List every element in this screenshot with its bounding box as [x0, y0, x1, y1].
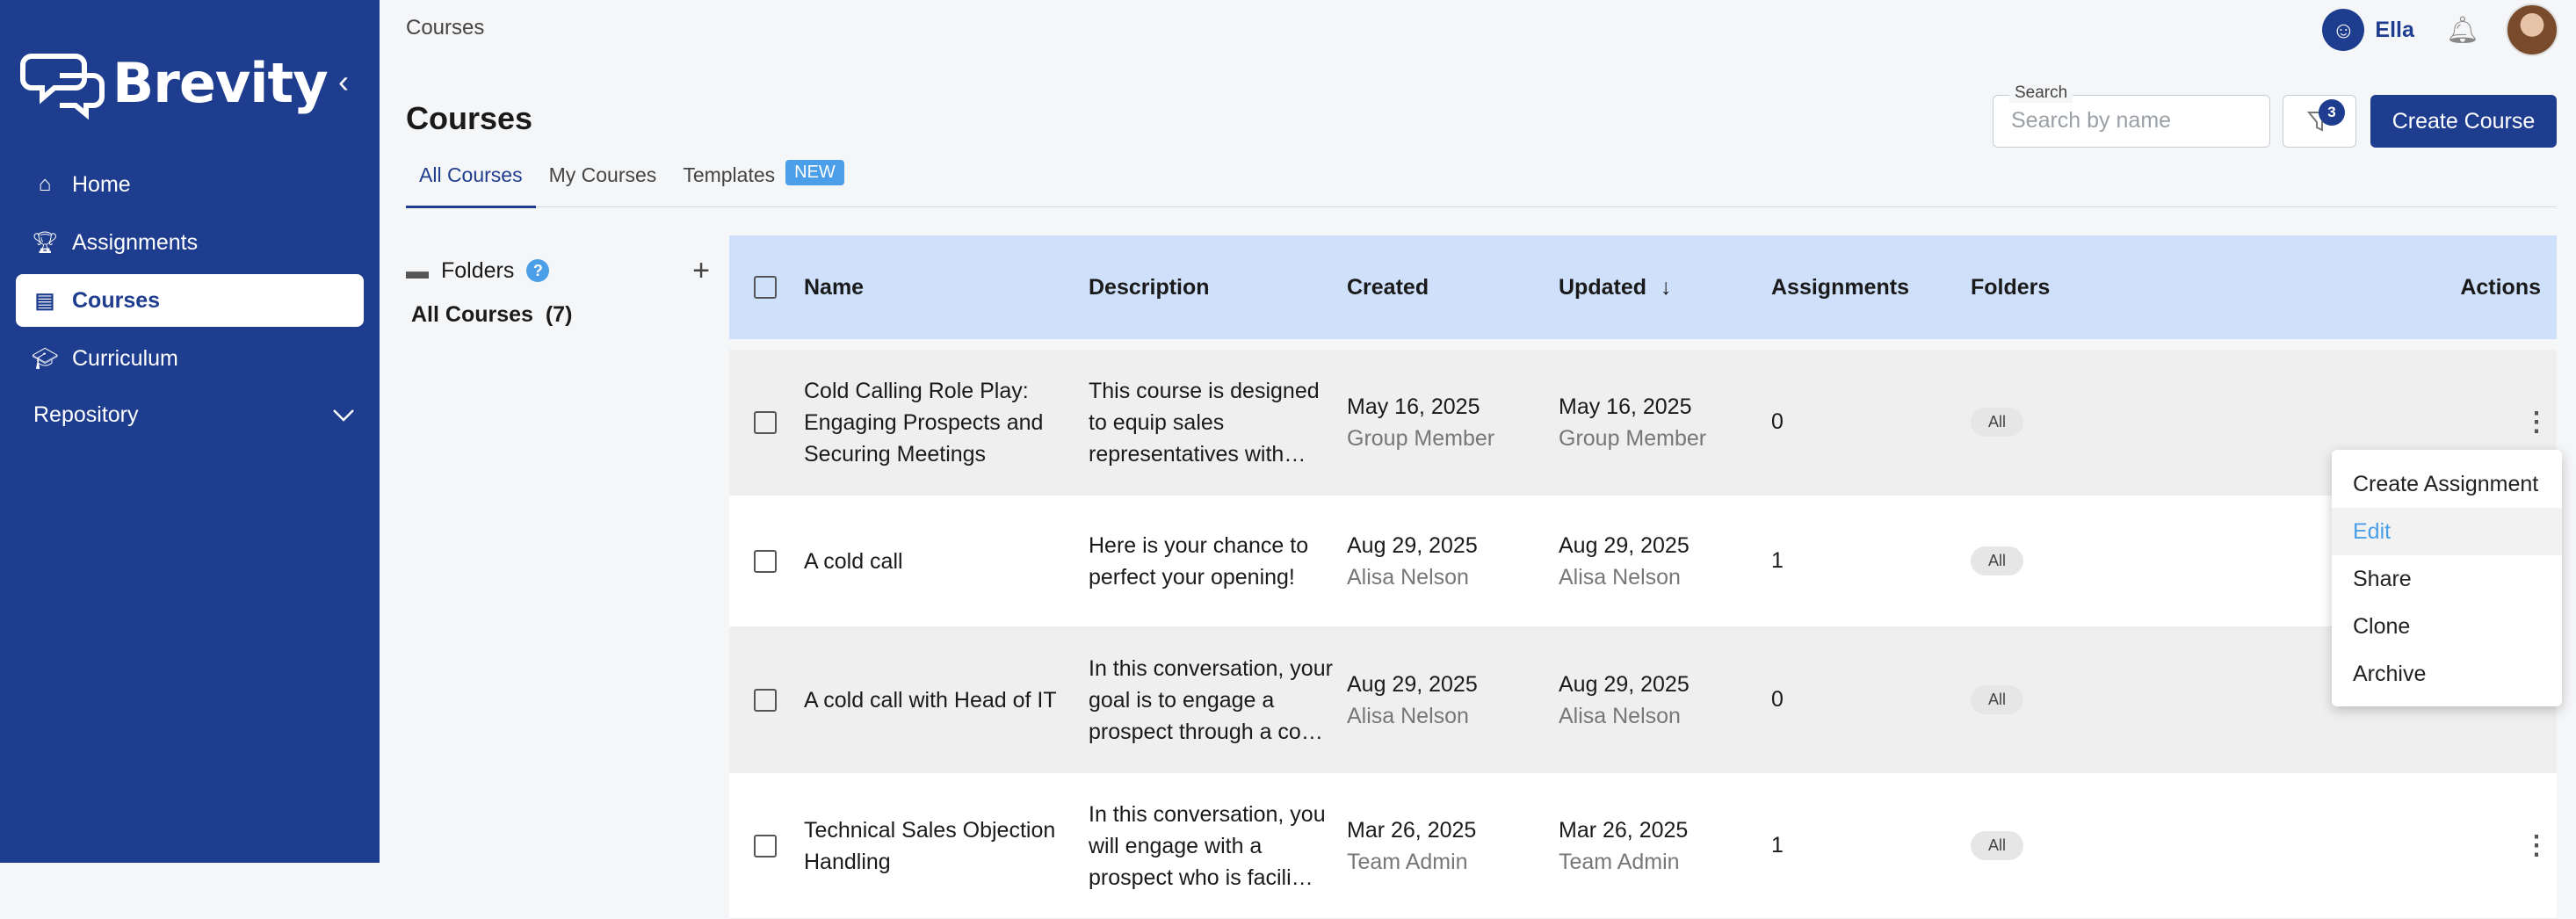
created-by: Team Admin: [1347, 849, 1468, 874]
course-description: Here is your chance to perfect your opening!: [1089, 532, 1309, 590]
filter-button[interactable]: [2283, 95, 2356, 148]
column-header-updated[interactable]: [1559, 271, 1672, 303]
select-all-checkbox[interactable]: [754, 276, 777, 299]
sidebar-item-label: Curriculum: [72, 345, 178, 371]
updated-date: Aug 29, 2025: [1559, 532, 1690, 558]
table-header: [729, 235, 2557, 339]
course-description: This course is designed to equip sales representatives with…: [1089, 378, 1320, 467]
sidebar-item-assignments[interactable]: [16, 216, 364, 269]
create-course-button[interactable]: Create Course: [2370, 95, 2557, 148]
folder-chip[interactable]: All: [1971, 831, 2023, 860]
user-badge-icon[interactable]: ☺: [2322, 9, 2364, 51]
more-actions-icon[interactable]: ⋮: [2523, 831, 2550, 860]
tab-label: My Courses: [548, 163, 657, 186]
row-checkbox[interactable]: [754, 411, 777, 434]
created-date: Mar 26, 2025: [1347, 817, 1477, 843]
sort-down-icon: ↓: [1661, 275, 1672, 300]
sidebar-item-label: Assignments: [72, 229, 199, 255]
folder-all-courses[interactable]: [411, 302, 710, 328]
menu-item-share[interactable]: Share: [2353, 566, 2412, 591]
menu-item-clone[interactable]: Clone: [2353, 613, 2411, 639]
updated-date: May 16, 2025: [1559, 394, 1692, 419]
new-badge: NEW: [785, 160, 844, 185]
course-description: In this conversation, your goal is to engage a prospect through a co…: [1089, 655, 1333, 744]
course-name[interactable]: A cold call: [804, 548, 903, 574]
sidebar-item-repository[interactable]: [33, 402, 355, 428]
search-input[interactable]: [2011, 108, 2257, 134]
assignments-count: 1: [1771, 833, 1784, 857]
sidebar-nav: [16, 158, 364, 390]
column-header-actions: Actions: [2460, 274, 2541, 300]
search-label: Search: [2009, 83, 2073, 103]
row-checkbox[interactable]: [754, 550, 777, 573]
updated-date: Mar 26, 2025: [1559, 817, 1689, 843]
breadcrumb: Courses: [406, 16, 485, 40]
table-row[interactable]: [729, 773, 2557, 919]
course-description: In this conversation, you will engage with a prospect who is facili…: [1089, 801, 1326, 890]
row-checkbox[interactable]: [754, 689, 777, 712]
created-date: Aug 29, 2025: [1347, 532, 1478, 558]
updated-cell: [1559, 530, 1690, 593]
menu-item-create-assignment[interactable]: Create Assignment: [2353, 471, 2539, 496]
tab-my-courses[interactable]: [536, 158, 670, 207]
tab-label: All Courses: [419, 163, 523, 186]
sidebar-item-label: Repository: [33, 402, 139, 427]
folder-chip[interactable]: All: [1971, 546, 2023, 575]
user-name[interactable]: Ella: [2375, 17, 2414, 42]
assignments-count: 0: [1771, 687, 1784, 712]
logo-icon: [25, 47, 105, 118]
folders-title: Folders: [441, 257, 515, 283]
column-header-assignments[interactable]: Assignments: [1771, 274, 1909, 300]
sidebar-item-courses[interactable]: [16, 274, 364, 327]
bell-icon[interactable]: 🔔︎: [2445, 15, 2479, 45]
sidebar-item-home[interactable]: [16, 158, 364, 211]
table-row[interactable]: [729, 627, 2557, 773]
created-cell: [1347, 391, 1494, 454]
column-header-folders[interactable]: Folders: [1971, 274, 2051, 300]
menu-item-archive[interactable]: Archive: [2353, 661, 2427, 686]
assignments-count: 1: [1771, 548, 1784, 573]
graduation-cap-icon: 🎓︎: [32, 346, 59, 371]
user-area: [2322, 4, 2558, 56]
sidebar-item-curriculum[interactable]: [16, 332, 364, 385]
created-cell: [1347, 814, 1476, 878]
home-icon: ⌂: [38, 172, 52, 196]
updated-cell: [1559, 669, 1690, 732]
table-row[interactable]: [729, 496, 2557, 627]
course-name[interactable]: A cold call with Head of IT: [804, 687, 1057, 713]
brevity-logo[interactable]: [25, 47, 328, 118]
created-by: Group Member: [1347, 425, 1495, 451]
tab-templates[interactable]: [669, 158, 857, 207]
created-by: Alisa Nelson: [1347, 703, 1469, 728]
menu-item-edit[interactable]: Edit: [2332, 508, 2562, 555]
assignments-count: 0: [1771, 409, 1784, 434]
trophy-icon: 🏆︎: [32, 230, 59, 255]
sidebar-item-label: Courses: [72, 287, 161, 313]
updated-by: Team Admin: [1559, 849, 1680, 874]
updated-date: Aug 29, 2025: [1559, 671, 1690, 697]
updated-cell: [1559, 391, 1706, 454]
folders-header: [406, 255, 710, 286]
updated-by: Group Member: [1559, 425, 1707, 451]
tab-all-courses[interactable]: [406, 158, 536, 207]
updated-by: Alisa Nelson: [1559, 703, 1681, 728]
created-date: May 16, 2025: [1347, 394, 1480, 419]
updated-cell: [1559, 814, 1688, 878]
row-actions-menu: [2332, 450, 2562, 706]
folders-panel: [406, 255, 710, 328]
book-icon: ▤: [34, 288, 55, 313]
column-header-description[interactable]: Description: [1089, 275, 1210, 300]
created-cell: [1347, 530, 1478, 593]
add-folder-icon[interactable]: +: [692, 253, 710, 287]
course-name[interactable]: Cold Calling Role Play: Engaging Prospects and Securing Meetings: [804, 378, 1044, 467]
table-row[interactable]: [729, 350, 2557, 496]
page-title: Courses: [406, 100, 533, 136]
created-by: Alisa Nelson: [1347, 564, 1469, 590]
more-actions-icon[interactable]: ⋮: [2523, 408, 2550, 437]
search-field: [1993, 83, 2270, 148]
sidebar: [0, 0, 380, 863]
courses-table: [729, 235, 2557, 919]
column-header-name[interactable]: Name: [804, 275, 865, 300]
folder-label: All Courses: [411, 302, 533, 327]
sidebar-item-label: Home: [72, 171, 131, 197]
table-spacer: [729, 339, 2557, 350]
course-tabs: [406, 158, 2557, 207]
help-icon[interactable]: ?: [526, 259, 549, 282]
created-cell: [1347, 669, 1478, 732]
folder-icon: ▬: [406, 257, 429, 284]
chevron-down-icon: [332, 409, 355, 423]
column-header-created[interactable]: Created: [1347, 275, 1429, 300]
column-header-label: Updated: [1559, 275, 1646, 300]
row-checkbox[interactable]: [754, 835, 777, 857]
folder-chip[interactable]: All: [1971, 408, 2023, 437]
avatar[interactable]: [2506, 4, 2558, 56]
updated-by: Alisa Nelson: [1559, 564, 1681, 590]
folder-chip[interactable]: All: [1971, 685, 2023, 714]
collapse-sidebar-icon[interactable]: ‹: [338, 63, 349, 99]
logo-text: Brevity: [112, 50, 328, 115]
folder-count: (7): [545, 302, 573, 327]
created-date: Aug 29, 2025: [1347, 671, 1478, 697]
filter-count-badge: 3: [2319, 99, 2345, 126]
course-name[interactable]: Technical Sales Objection Handling: [804, 817, 1056, 874]
tab-label: Templates: [683, 163, 776, 186]
